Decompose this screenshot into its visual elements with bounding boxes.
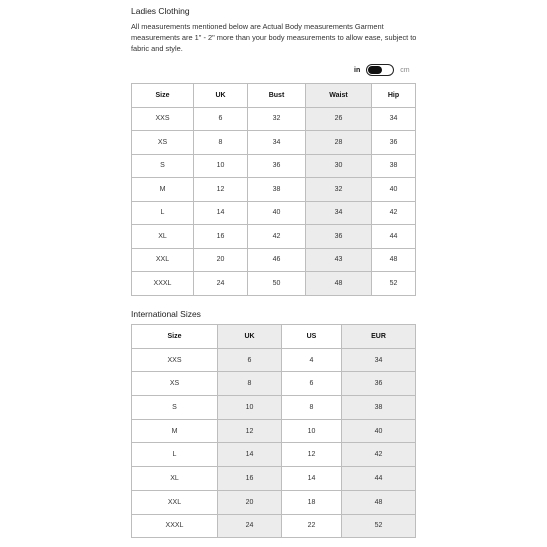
cell-hip: 52 (372, 272, 416, 296)
cell-eur: 36 (342, 372, 416, 396)
table-header-row (132, 84, 416, 108)
cell-hip: 48 (372, 248, 416, 272)
table-header-row (132, 325, 416, 349)
header-uk: UK (194, 84, 248, 108)
header-uk: UK (218, 325, 282, 349)
cell-us: 18 (282, 490, 342, 514)
table-row (132, 154, 416, 178)
cell-waist: 30 (306, 154, 372, 178)
cell-uk: 8 (218, 372, 282, 396)
cell-size: M (132, 178, 194, 202)
cell-bust: 36 (248, 154, 306, 178)
cell-bust: 38 (248, 178, 306, 202)
table-row (132, 201, 416, 225)
cell-uk: 24 (218, 514, 282, 538)
international-sizes-title: International Sizes (131, 309, 201, 319)
header-eur: EUR (342, 325, 416, 349)
ladies-clothing-title: Ladies Clothing (131, 6, 190, 16)
header-bust: Bust (248, 84, 306, 108)
cell-size: L (132, 443, 218, 467)
cell-uk: 12 (194, 178, 248, 202)
cell-uk: 16 (194, 225, 248, 249)
cell-us: 8 (282, 396, 342, 420)
cell-hip: 44 (372, 225, 416, 249)
table-row (132, 348, 416, 372)
cell-uk: 10 (218, 396, 282, 420)
cell-size: S (132, 396, 218, 420)
table-row (132, 419, 416, 443)
cell-uk: 6 (218, 348, 282, 372)
cell-uk: 10 (194, 154, 248, 178)
header-hip: Hip (372, 84, 416, 108)
cell-waist: 48 (306, 272, 372, 296)
unit-in-label: in (354, 66, 361, 74)
table-row (132, 490, 416, 514)
cell-eur: 48 (342, 490, 416, 514)
cell-size: XL (132, 225, 194, 249)
cell-size: XXXL (132, 514, 218, 538)
table-row (132, 467, 416, 491)
table-row (132, 443, 416, 467)
cell-bust: 50 (248, 272, 306, 296)
cell-bust: 32 (248, 107, 306, 131)
table-row (132, 272, 416, 296)
cell-waist: 34 (306, 201, 372, 225)
header-size: Size (132, 84, 194, 108)
cell-uk: 24 (194, 272, 248, 296)
table-row (132, 248, 416, 272)
cell-us: 14 (282, 467, 342, 491)
cell-us: 12 (282, 443, 342, 467)
measurement-description: All measurements mentioned below are Actual Body measurements Garment measurements are 1" - 2" more than your body measurements to allow ease, subject to fabric and style. (131, 22, 417, 53)
cell-us: 22 (282, 514, 342, 538)
cell-bust: 46 (248, 248, 306, 272)
cell-size: XXS (132, 107, 194, 131)
cell-uk: 20 (194, 248, 248, 272)
table-row (132, 372, 416, 396)
cell-bust: 42 (248, 225, 306, 249)
cell-size: L (132, 201, 194, 225)
cell-uk: 6 (194, 107, 248, 131)
header-waist: Waist (306, 84, 372, 108)
header-size: Size (132, 325, 218, 349)
unit-toggle (354, 63, 410, 77)
cell-eur: 38 (342, 396, 416, 420)
cell-size: XXXL (132, 272, 194, 296)
ladies-size-table (131, 83, 416, 296)
cell-uk: 16 (218, 467, 282, 491)
cell-size: XXS (132, 348, 218, 372)
cell-bust: 34 (248, 131, 306, 155)
table-row (132, 514, 416, 538)
cell-hip: 34 (372, 107, 416, 131)
cell-eur: 44 (342, 467, 416, 491)
cell-size: XXL (132, 248, 194, 272)
table-row (132, 178, 416, 202)
cell-hip: 36 (372, 131, 416, 155)
cell-us: 10 (282, 419, 342, 443)
cell-hip: 38 (372, 154, 416, 178)
unit-cm-label: cm (400, 66, 410, 74)
cell-size: M (132, 419, 218, 443)
cell-size: XS (132, 372, 218, 396)
table-row (132, 107, 416, 131)
cell-uk: 20 (218, 490, 282, 514)
unit-switch[interactable] (366, 64, 394, 76)
switch-knob (368, 66, 382, 74)
cell-bust: 40 (248, 201, 306, 225)
cell-us: 4 (282, 348, 342, 372)
cell-eur: 40 (342, 419, 416, 443)
cell-eur: 42 (342, 443, 416, 467)
international-size-table (131, 324, 416, 538)
cell-waist: 36 (306, 225, 372, 249)
cell-size: XS (132, 131, 194, 155)
cell-waist: 43 (306, 248, 372, 272)
cell-eur: 34 (342, 348, 416, 372)
cell-eur: 52 (342, 514, 416, 538)
cell-hip: 40 (372, 178, 416, 202)
cell-waist: 26 (306, 107, 372, 131)
table-row (132, 131, 416, 155)
cell-hip: 42 (372, 201, 416, 225)
cell-size: S (132, 154, 194, 178)
table-row (132, 396, 416, 420)
cell-uk: 14 (194, 201, 248, 225)
header-us: US (282, 325, 342, 349)
cell-uk: 12 (218, 419, 282, 443)
cell-us: 6 (282, 372, 342, 396)
cell-uk: 14 (218, 443, 282, 467)
cell-uk: 8 (194, 131, 248, 155)
table-row (132, 225, 416, 249)
cell-waist: 28 (306, 131, 372, 155)
cell-size: XXL (132, 490, 218, 514)
cell-waist: 32 (306, 178, 372, 202)
cell-size: XL (132, 467, 218, 491)
